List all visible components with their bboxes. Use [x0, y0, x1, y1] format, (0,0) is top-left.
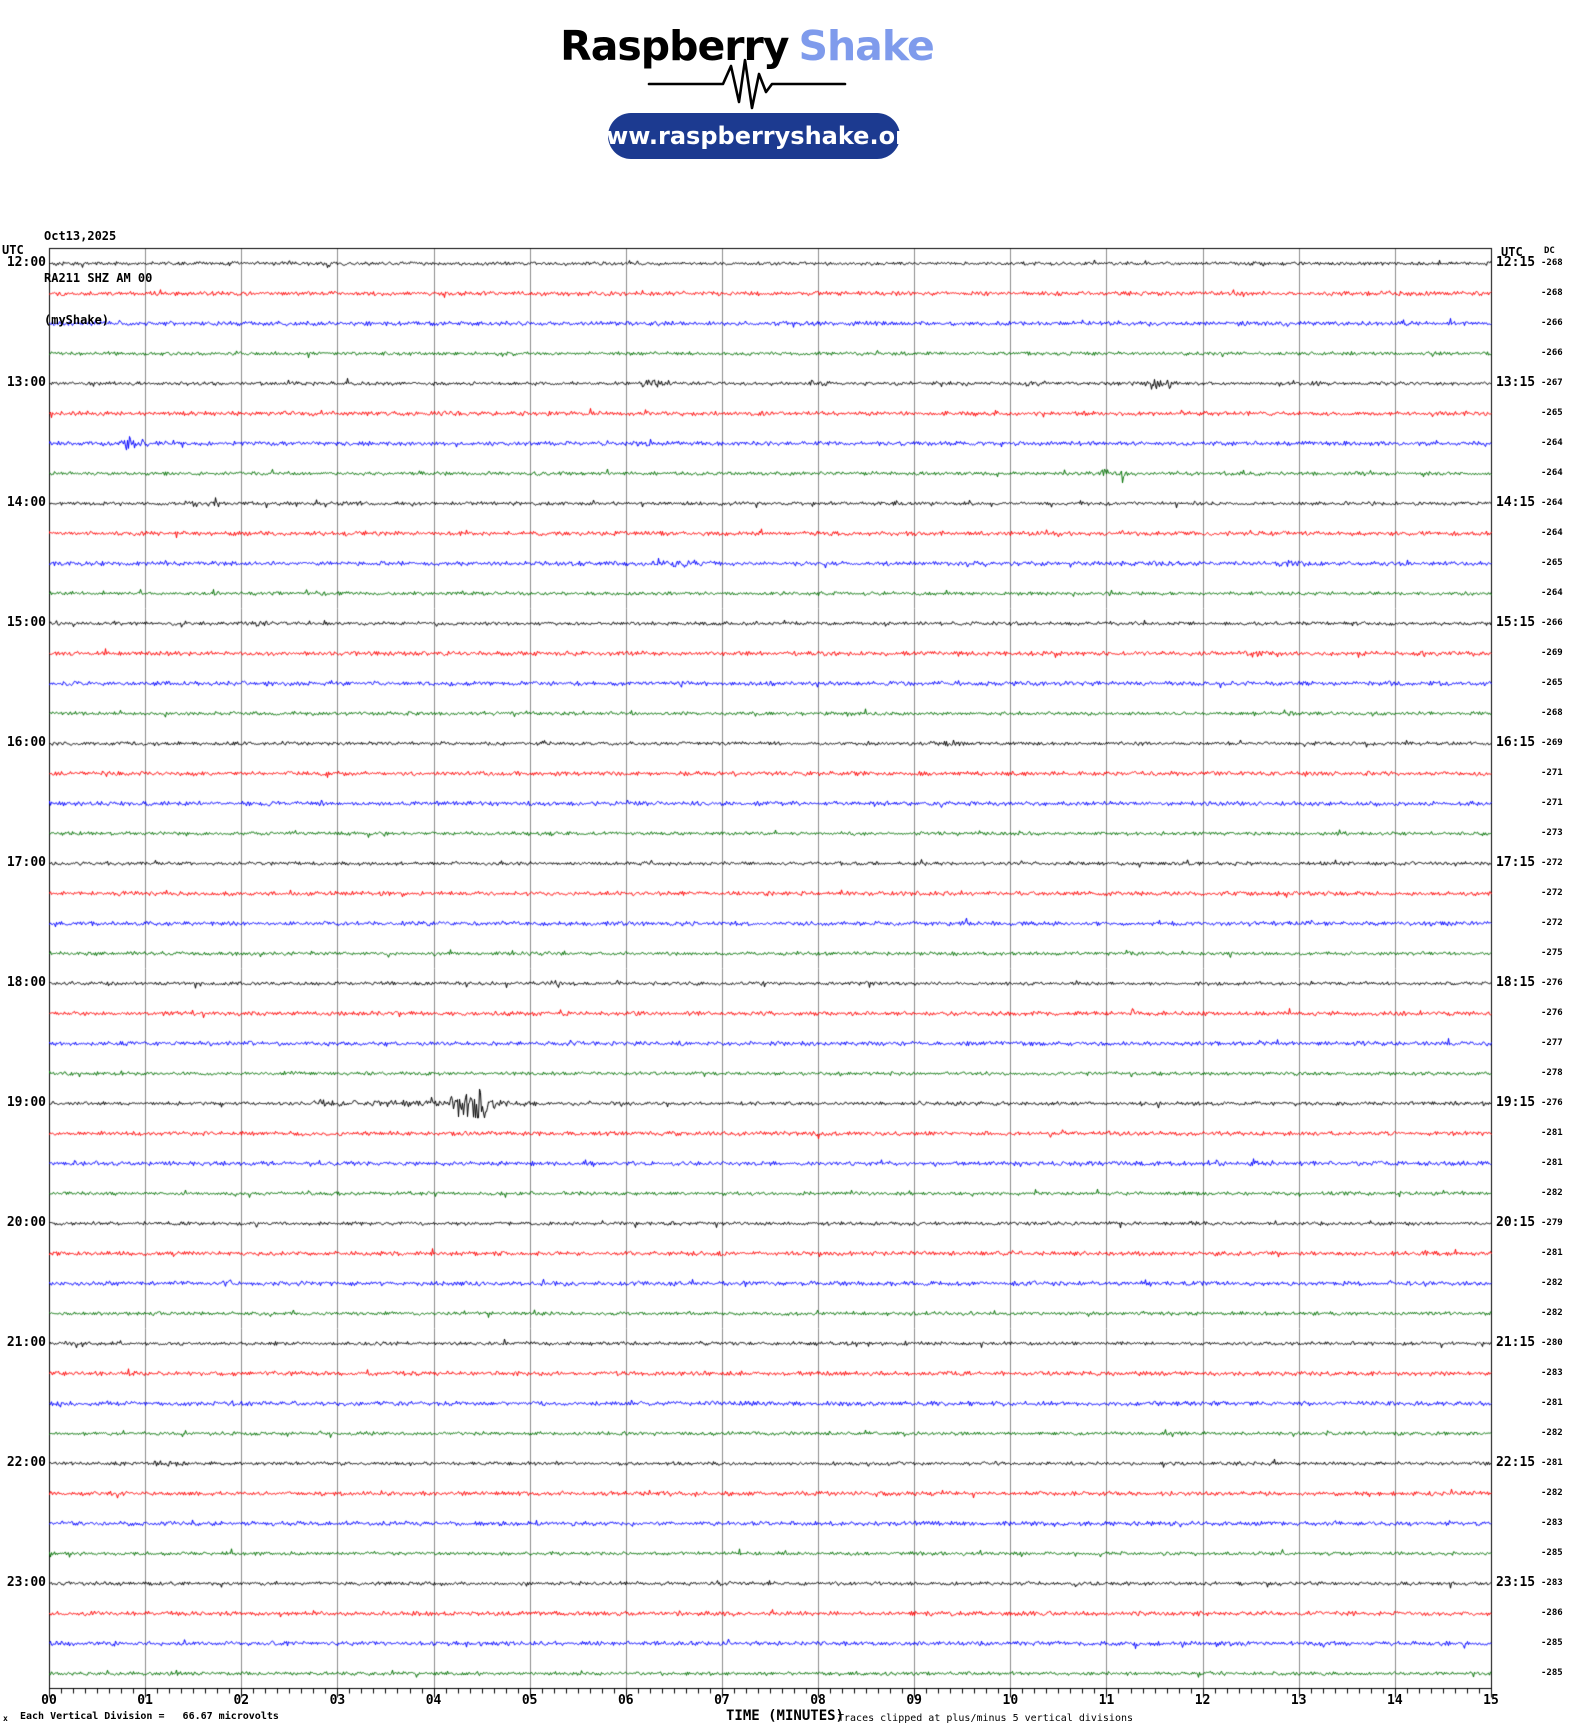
dc-value: -283: [1541, 1368, 1563, 1378]
dc-value: -265: [1541, 558, 1563, 568]
dc-value: -264: [1541, 468, 1563, 478]
dc-value: -266: [1541, 318, 1563, 328]
dc-value: -279: [1541, 1218, 1563, 1228]
station-id: RA211 SHZ AM 00: [44, 271, 153, 285]
utc-left-label: 20:00: [6, 1215, 46, 1230]
dc-value: -272: [1541, 888, 1563, 898]
dc-value: -276: [1541, 1098, 1563, 1108]
dc-value: -282: [1541, 1278, 1563, 1288]
dc-value: -282: [1541, 1308, 1563, 1318]
website-label: www.raspberryshake.org: [583, 122, 925, 150]
utc-right-label: 18:15: [1496, 975, 1536, 990]
time-axis-tick-label: 09: [906, 1693, 923, 1708]
time-axis-tick-label: 04: [425, 1693, 442, 1708]
utc-right-label: 13:15: [1496, 375, 1536, 390]
utc-left-label: 23:00: [6, 1575, 46, 1590]
time-axis-tick-label: 15: [1483, 1693, 1499, 1708]
utc-left-label: 22:00: [6, 1455, 46, 1470]
dc-value: -268: [1541, 258, 1563, 268]
station-date: Oct13,2025: [44, 229, 117, 243]
utc-left-label: 17:00: [6, 855, 46, 870]
utc-right-label: 14:15: [1496, 495, 1536, 510]
scale-marker: x: [3, 1714, 8, 1723]
utc-left-label: 19:00: [6, 1095, 46, 1110]
utc-right-label: 19:15: [1496, 1095, 1536, 1110]
dc-value: -264: [1541, 498, 1563, 508]
dc-value: -281: [1541, 1128, 1563, 1138]
brand-raspberry: Raspberry: [560, 22, 789, 70]
time-axis-tick-label: 11: [1098, 1693, 1115, 1708]
time-axis-tick-label: 10: [1002, 1693, 1019, 1708]
time-axis-tick-label: 02: [233, 1693, 250, 1708]
dc-value: -281: [1541, 1248, 1563, 1258]
time-axis-tick-label: 13: [1290, 1693, 1307, 1708]
time-axis-tick-label: 01: [137, 1693, 153, 1708]
utc-right-label: 17:15: [1496, 855, 1536, 870]
dc-value: -269: [1541, 648, 1563, 658]
dc-value: -267: [1541, 378, 1563, 388]
time-axis-title: TIME (MINUTES): [725, 1708, 844, 1724]
time-axis-tick-label: 12: [1194, 1693, 1211, 1708]
dc-value: -264: [1541, 438, 1563, 448]
time-axis-tick-label: 07: [714, 1693, 730, 1708]
dc-value: -282: [1541, 1188, 1563, 1198]
utc-left-label: 12:00: [6, 255, 46, 270]
dc-value: -275: [1541, 948, 1563, 958]
utc-left-label: 15:00: [6, 615, 46, 630]
utc-left-label: 13:00: [6, 375, 46, 390]
dc-value: -281: [1541, 1458, 1563, 1468]
dc-value: -273: [1541, 828, 1563, 838]
time-axis-tick-label: 03: [329, 1693, 346, 1708]
dc-value: -271: [1541, 768, 1563, 778]
dc-value: -285: [1541, 1668, 1563, 1678]
dc-value: -283: [1541, 1578, 1563, 1588]
utc-right-label: 20:15: [1496, 1215, 1536, 1230]
utc-right-label: 22:15: [1496, 1455, 1536, 1470]
dc-value: -283: [1541, 1518, 1563, 1528]
dc-value: -278: [1541, 1068, 1563, 1078]
dc-value: -266: [1541, 618, 1563, 628]
website-link[interactable]: [583, 113, 925, 159]
dc-value: -264: [1541, 528, 1563, 538]
utc-left-label: 14:00: [6, 495, 46, 510]
dc-value: -265: [1541, 408, 1563, 418]
dc-value: -276: [1541, 978, 1563, 988]
dc-value: -281: [1541, 1158, 1563, 1168]
dc-value: -269: [1541, 738, 1563, 748]
time-axis-tick-label: 14: [1387, 1693, 1403, 1708]
utc-left-label: 18:00: [6, 975, 46, 990]
dc-value: -264: [1541, 588, 1563, 598]
time-axis-tick-label: 06: [617, 1693, 634, 1708]
utc-right-label: 23:15: [1496, 1575, 1536, 1590]
clip-note: Traces clipped at plus/minus 5 vertical divisions: [838, 1713, 1134, 1724]
time-axis-tick-label: 08: [810, 1693, 826, 1708]
dc-value: -272: [1541, 918, 1563, 928]
dc-value: -268: [1541, 708, 1563, 718]
utc-left-label: 16:00: [6, 735, 46, 750]
seismic-wave-icon: [647, 58, 847, 110]
brand-shake: Shake: [798, 22, 934, 70]
dc-value: -276: [1541, 1008, 1563, 1018]
dc-value: -277: [1541, 1038, 1563, 1048]
dc-value: -266: [1541, 348, 1563, 358]
dc-value: -281: [1541, 1398, 1563, 1408]
dc-value: -271: [1541, 798, 1563, 808]
utc-left-label: 21:00: [6, 1335, 46, 1350]
dc-value: -282: [1541, 1488, 1563, 1498]
time-axis-tick-label: 05: [521, 1693, 538, 1708]
dc-header: DC: [1544, 246, 1555, 256]
dc-value: -280: [1541, 1338, 1563, 1348]
dc-value: -285: [1541, 1548, 1563, 1558]
utc-right-label: 16:15: [1496, 735, 1536, 750]
dc-value: -282: [1541, 1428, 1563, 1438]
time-axis-tick-label: 00: [41, 1693, 57, 1708]
dc-value: -272: [1541, 858, 1563, 868]
vertical-division-note: Each Vertical Division = 66.67 microvolts: [20, 1711, 279, 1722]
utc-right-label: 21:15: [1496, 1335, 1536, 1350]
utc-right-label: 15:15: [1496, 615, 1536, 630]
dc-value: -286: [1541, 1608, 1563, 1618]
utc-right-label: 12:15: [1496, 255, 1536, 270]
utc-header-right: UTC: [1501, 245, 1523, 259]
utc-header-left: UTC: [2, 243, 24, 257]
station-network: (myShake): [44, 313, 110, 327]
dc-value: -265: [1541, 678, 1563, 688]
station-info: [44, 201, 152, 341]
dc-value: -285: [1541, 1638, 1563, 1648]
dc-value: -268: [1541, 288, 1563, 298]
